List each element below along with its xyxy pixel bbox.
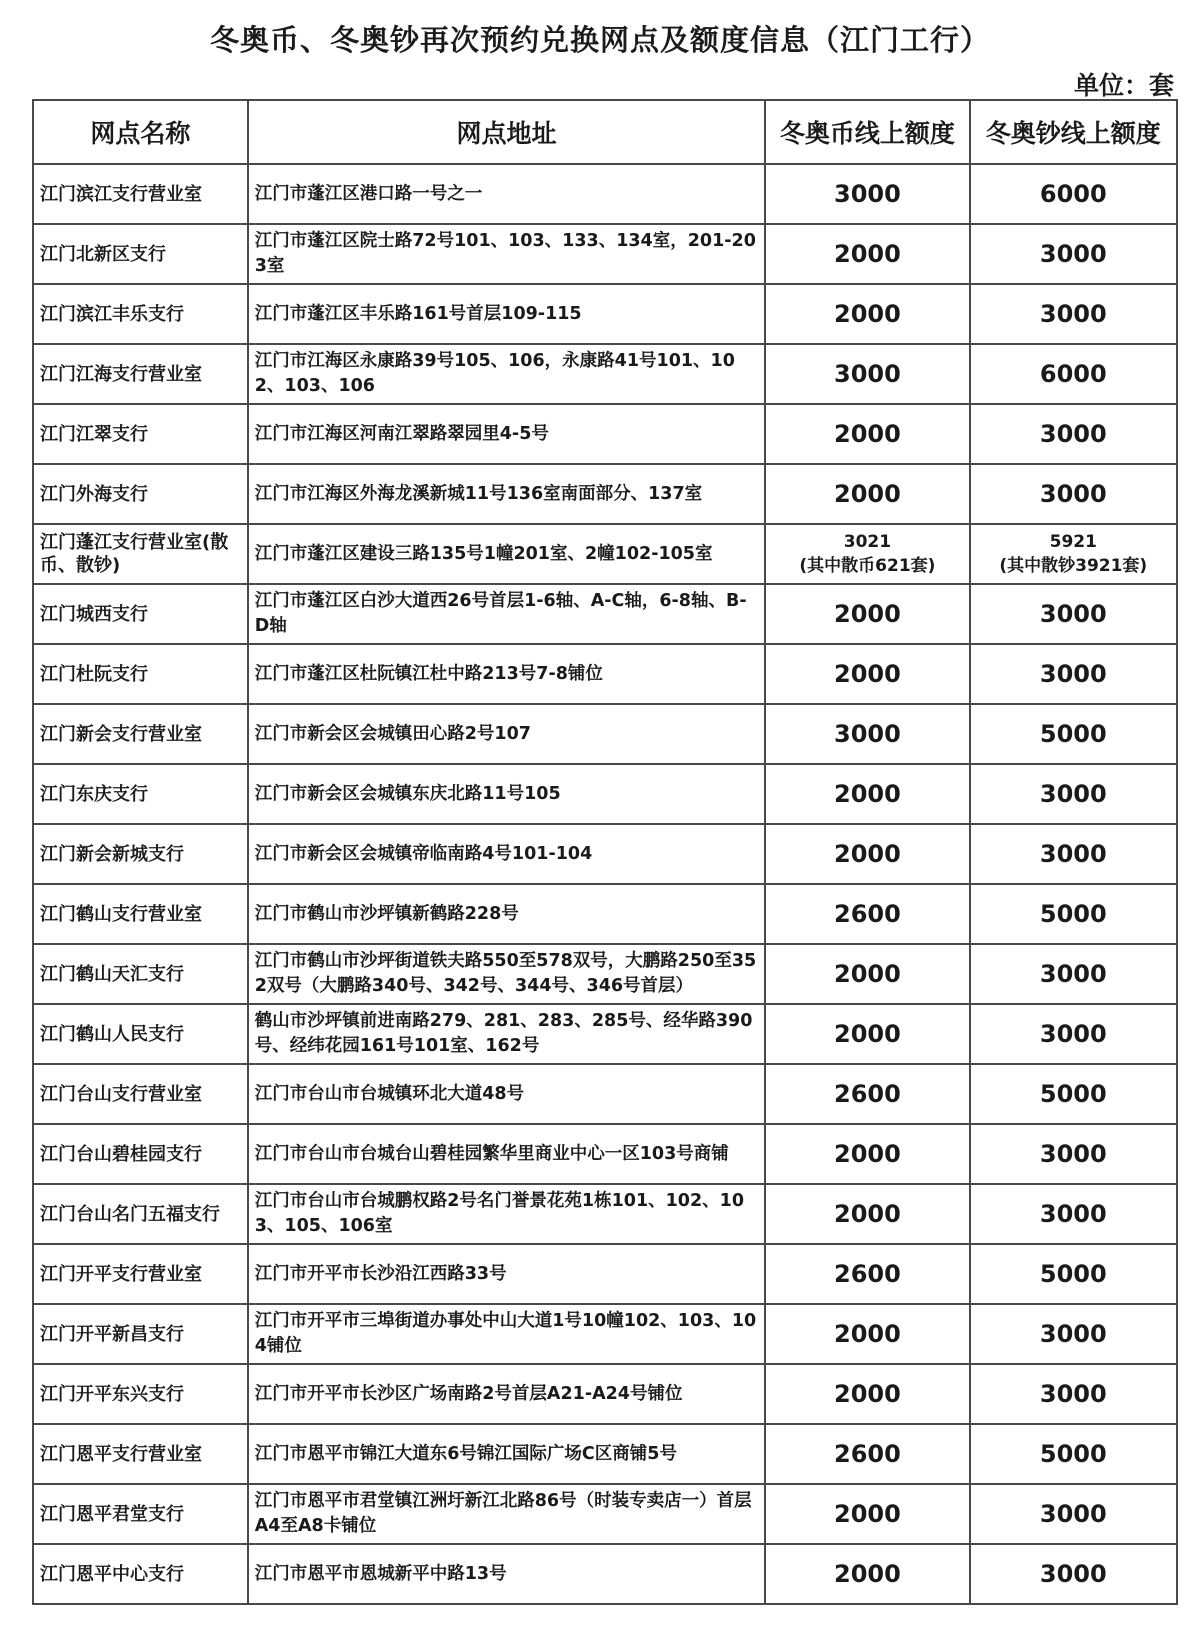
branch-name: 江门鹤山天汇支行 xyxy=(33,944,248,1004)
header-note-quota: 冬奥钞线上额度 xyxy=(970,100,1177,164)
note-quota-note: (其中散钞3921套) xyxy=(999,556,1148,576)
branch-address: 江门市蓬江区杜阮镇江杜中路213号7-8铺位 xyxy=(248,644,766,704)
note-quota: 3000 xyxy=(970,284,1177,344)
unit-label: 单位：套 xyxy=(1073,71,1174,100)
note-quota: 3000 xyxy=(970,224,1177,284)
table-row xyxy=(33,1184,1177,1244)
coin-quota: 2000 xyxy=(765,824,969,884)
table-row xyxy=(33,1304,1177,1364)
branch-name: 江门台山名门五福支行 xyxy=(33,1184,248,1244)
branch-name: 江门滨江支行营业室 xyxy=(33,164,248,224)
coin-quota: 2000 xyxy=(765,1544,969,1604)
coin-quota xyxy=(765,524,969,584)
branch-address: 江门市开平市长沙区广场南路2号首层A21-A24号铺位 xyxy=(248,1364,766,1424)
branch-address: 江门市蓬江区港口路一号之一 xyxy=(248,164,766,224)
coin-quota: 2000 xyxy=(765,1184,969,1244)
branch-name: 江门恩平支行营业室 xyxy=(33,1424,248,1484)
note-quota: 5000 xyxy=(970,1064,1177,1124)
table-row xyxy=(33,1004,1177,1064)
quota-table xyxy=(32,99,1178,1605)
table-row xyxy=(33,524,1177,584)
table-row xyxy=(33,884,1177,944)
branch-address: 鹤山市沙坪镇前进南路279、281、283、285号、经华路390号、经纬花园161号101室、162号 xyxy=(248,1004,766,1064)
note-quota: 5000 xyxy=(970,884,1177,944)
branch-name: 江门开平新昌支行 xyxy=(33,1304,248,1364)
coin-quota: 2600 xyxy=(765,1064,969,1124)
branch-address: 江门市台山市台城台山碧桂园繁华里商业中心一区103号商铺 xyxy=(248,1124,766,1184)
coin-quota: 3000 xyxy=(765,704,969,764)
coin-quota: 3000 xyxy=(765,164,969,224)
branch-address: 江门市鹤山市沙坪街道铁夫路550至578双号，大鹏路250至352双号（大鹏路340号、342号、344号、346号首层） xyxy=(248,944,766,1004)
note-quota: 3000 xyxy=(970,1544,1177,1604)
table-row xyxy=(33,464,1177,524)
table-row xyxy=(33,344,1177,404)
coin-quota: 2000 xyxy=(765,284,969,344)
coin-quota: 2000 xyxy=(765,764,969,824)
coin-quota: 2000 xyxy=(765,1304,969,1364)
table-row xyxy=(33,1244,1177,1304)
coin-quota: 2000 xyxy=(765,1484,969,1544)
branch-address: 江门市新会区会城镇田心路2号107 xyxy=(248,704,766,764)
header-row xyxy=(33,100,1177,164)
note-quota: 3000 xyxy=(970,944,1177,1004)
branch-address: 江门市开平市三埠街道办事处中山大道1号10幢102、103、104铺位 xyxy=(248,1304,766,1364)
note-quota: 3000 xyxy=(970,1124,1177,1184)
table-row xyxy=(33,224,1177,284)
table-row xyxy=(33,824,1177,884)
note-quota: 3000 xyxy=(970,464,1177,524)
branch-name: 江门杜阮支行 xyxy=(33,644,248,704)
branch-address: 江门市蓬江区丰乐路161号首层109-115 xyxy=(248,284,766,344)
note-quota: 6000 xyxy=(970,164,1177,224)
note-quota: 3000 xyxy=(970,1004,1177,1064)
branch-address: 江门市蓬江区建设三路135号1幢201室、2幢102-105室 xyxy=(248,524,766,584)
table-row xyxy=(33,1484,1177,1544)
coin-quota: 2600 xyxy=(765,884,969,944)
branch-name: 江门新会新城支行 xyxy=(33,824,248,884)
branch-address: 江门市江海区河南江翠路翠园里4-5号 xyxy=(248,404,766,464)
branch-address: 江门市鹤山市沙坪镇新鹤路228号 xyxy=(248,884,766,944)
note-quota: 3000 xyxy=(970,404,1177,464)
note-quota: 3000 xyxy=(970,1184,1177,1244)
table-row xyxy=(33,1544,1177,1604)
branch-name: 江门开平支行营业室 xyxy=(33,1244,248,1304)
header-branch-name: 网点名称 xyxy=(33,100,248,164)
coin-quota: 2000 xyxy=(765,584,969,644)
coin-quota: 2000 xyxy=(765,1004,969,1064)
table-row xyxy=(33,404,1177,464)
branch-name: 江门台山支行营业室 xyxy=(33,1064,248,1124)
branch-name: 江门江翠支行 xyxy=(33,404,248,464)
note-quota: 3000 xyxy=(970,1484,1177,1544)
note-quota: 3000 xyxy=(970,1364,1177,1424)
table-row xyxy=(33,944,1177,1004)
branch-name: 江门江海支行营业室 xyxy=(33,344,248,404)
branch-address: 江门市新会区会城镇东庆北路11号105 xyxy=(248,764,766,824)
table-row xyxy=(33,584,1177,644)
note-quota: 3000 xyxy=(970,584,1177,644)
branch-name: 江门东庆支行 xyxy=(33,764,248,824)
note-quota: 3000 xyxy=(970,1304,1177,1364)
branch-name: 江门恩平君堂支行 xyxy=(33,1484,248,1544)
branch-name: 江门恩平中心支行 xyxy=(33,1544,248,1604)
coin-quota: 2000 xyxy=(765,464,969,524)
branch-address: 江门市恩平市君堂镇江洲圩新江北路86号（时装专卖店一）首层A4至A8卡铺位 xyxy=(248,1484,766,1544)
branch-address: 江门市台山市台城鹏权路2号名门誉景花苑1栋101、102、103、105、106室 xyxy=(248,1184,766,1244)
branch-address: 江门市蓬江区院士路72号101、103、133、134室，201-203室 xyxy=(248,224,766,284)
table-row xyxy=(33,284,1177,344)
note-quota: 5000 xyxy=(970,1424,1177,1484)
branch-address: 江门市恩平市恩城新平中路13号 xyxy=(248,1544,766,1604)
coin-quota: 2000 xyxy=(765,644,969,704)
branch-address: 江门市江海区永康路39号105、106，永康路41号101、102、103、106 xyxy=(248,344,766,404)
coin-quota-note: (其中散币621套) xyxy=(799,556,936,576)
note-quota: 3000 xyxy=(970,644,1177,704)
branch-address: 江门市新会区会城镇帝临南路4号101-104 xyxy=(248,824,766,884)
coin-quota: 2000 xyxy=(765,1124,969,1184)
branch-name: 江门滨江丰乐支行 xyxy=(33,284,248,344)
branch-name: 江门开平东兴支行 xyxy=(33,1364,248,1424)
coin-quota: 2000 xyxy=(765,224,969,284)
note-quota: 3000 xyxy=(970,764,1177,824)
note-quota: 5000 xyxy=(970,704,1177,764)
branch-address: 江门市蓬江区白沙大道西26号首层1-6轴、A-C轴，6-8轴、B-D轴 xyxy=(248,584,766,644)
coin-quota: 2600 xyxy=(765,1424,969,1484)
coin-quota: 3000 xyxy=(765,344,969,404)
note-quota: 5000 xyxy=(970,1244,1177,1304)
coin-quota: 2000 xyxy=(765,1364,969,1424)
coin-quota: 2600 xyxy=(765,1244,969,1304)
table-row xyxy=(33,644,1177,704)
header-branch-address: 网点地址 xyxy=(248,100,766,164)
branch-name: 江门北新区支行 xyxy=(33,224,248,284)
note-quota: 6000 xyxy=(970,344,1177,404)
page-title: 冬奥币、冬奥钞再次预约兑换网点及额度信息（江门工行） xyxy=(209,23,990,57)
table-body xyxy=(33,164,1177,1604)
branch-name: 江门鹤山人民支行 xyxy=(33,1004,248,1064)
coin-quota-value: 3021 xyxy=(843,532,892,552)
branch-name: 江门新会支行营业室 xyxy=(33,704,248,764)
table-row xyxy=(33,704,1177,764)
table-row xyxy=(33,1124,1177,1184)
header-coin-quota: 冬奥币线上额度 xyxy=(765,100,969,164)
note-quota-value: 5921 xyxy=(1049,532,1097,552)
note-quota xyxy=(970,524,1177,584)
coin-quota: 2000 xyxy=(765,404,969,464)
branch-name: 江门外海支行 xyxy=(33,464,248,524)
branch-name: 江门台山碧桂园支行 xyxy=(33,1124,248,1184)
branch-name: 江门城西支行 xyxy=(33,584,248,644)
branch-name: 江门蓬江支行营业室(散币、散钞) xyxy=(33,524,248,584)
branch-address: 江门市开平市长沙沿江西路33号 xyxy=(248,1244,766,1304)
table-row xyxy=(33,1424,1177,1484)
branch-name: 江门鹤山支行营业室 xyxy=(33,884,248,944)
table-row xyxy=(33,1364,1177,1424)
coin-quota: 2000 xyxy=(765,944,969,1004)
table-row xyxy=(33,764,1177,824)
table-row xyxy=(33,164,1177,224)
table-row xyxy=(33,1064,1177,1124)
branch-address: 江门市台山市台城镇环北大道48号 xyxy=(248,1064,766,1124)
branch-address: 江门市恩平市锦江大道东6号锦江国际广场C区商铺5号 xyxy=(248,1424,766,1484)
branch-address: 江门市江海区外海龙溪新城11号136室南面部分、137室 xyxy=(248,464,766,524)
note-quota: 3000 xyxy=(970,824,1177,884)
